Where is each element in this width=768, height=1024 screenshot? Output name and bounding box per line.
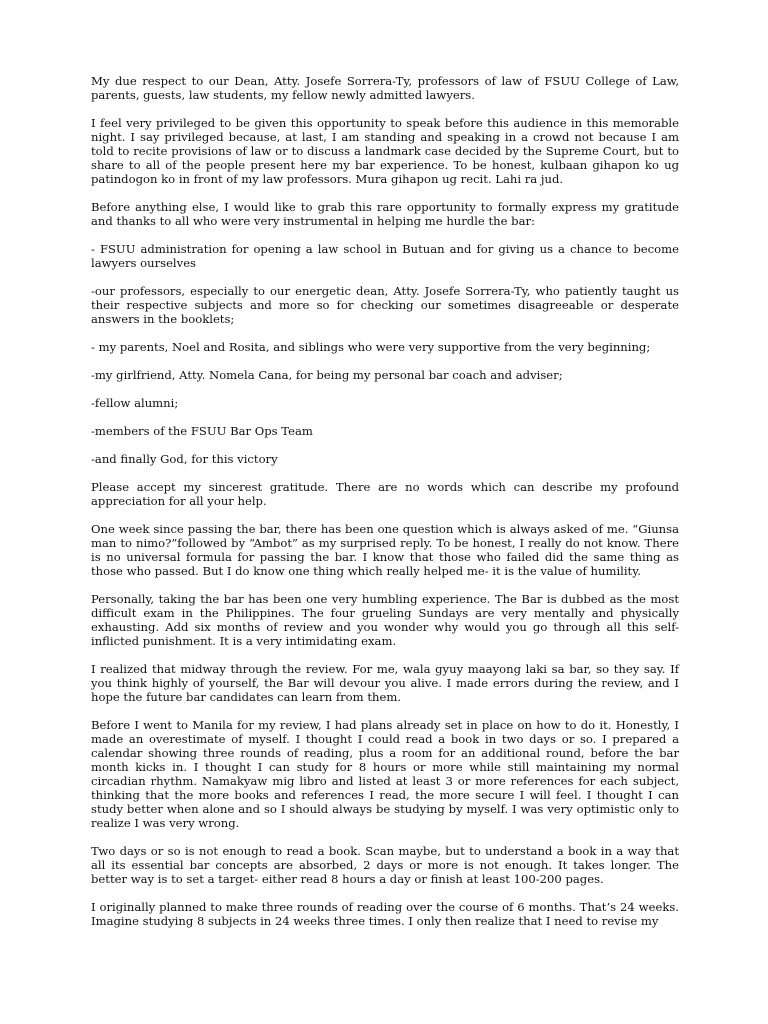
paragraph-salutation: My due respect to our Dean, Atty. Josefe Sorrera-Ty, professors of law of FSUU College of Law, parents, guests, law students, my fellow newly admitted lawyers. [91, 74, 679, 102]
list-item-fsuu-administration: - FSUU administration for opening a law school in Butuan and for giving us a chance to become lawyers ourselves [91, 242, 679, 270]
paragraph-three-rounds: I originally planned to make three rounds of reading over the course of 6 months. That’s 24 weeks. Imagine studying 8 subjects in 24 weeks three times. I only then realize that I need to revise my [91, 900, 679, 928]
paragraph-two-days: Two days or so is not enough to read a book. Scan maybe, but to understand a book in a way that all its essential bar concepts are absorbed, 2 days or more is not enough. It takes longer. The better way is to set a target- either read 8 hours a day or finish at least 100-200 pages. [91, 844, 679, 886]
paragraph-humbling: Personally, taking the bar has been one very humbling experience. The Bar is dubbed as the most difficult exam in the Philippines. The four grueling Sundays are very mentally and physically exhausting. Add six months of review and you wonder why would you go through all this self-inflicted punishment. It is a very intimidating exam. [91, 592, 679, 648]
list-item-god: -and finally God, for this victory [91, 452, 278, 466]
list-item-alumni: -fellow alumni; [91, 396, 179, 410]
list-item-parents: - my parents, Noel and Rosita, and siblings who were very supportive from the very beginning; [91, 340, 651, 354]
list-item-professors: -our professors, especially to our energetic dean, Atty. Josefe Sorrera-Ty, who patiently taught us their respective subjects and more so for checking our sometimes disagreeable or desperate answers in the booklets; [91, 284, 679, 326]
paragraph-privileged: I feel very privileged to be given this opportunity to speak before this audience in this memorable night. I say privileged because, at last, I am standing and speaking in a crowd not because I am told to recite provisions of law or to discuss a landmark case decided by the Supreme Court, but to share to all of the people present here my bar experience. To be honest, kulbaan gihapon ko ug patindogon ko in front of my law professors. Mura gihapon ug recit. Lahi ra jud. [91, 116, 679, 186]
list-item-bar-ops-team: -members of the FSUU Bar Ops Team [91, 424, 313, 438]
paragraph-gratitude-intro: Before anything else, I would like to grab this rare opportunity to formally express my gratitude and thanks to all who were very instrumental in helping me hurdle the bar: [91, 200, 679, 228]
paragraph-sincerest-gratitude: Please accept my sincerest gratitude. There are no words which can describe my profound appreciation for all your help. [91, 480, 679, 508]
document-page [91, 74, 679, 942]
paragraph-one-week: One week since passing the bar, there has been one question which is always asked of me. “Giunsa man to nimo?”followed by “Ambot” as my surprised reply. To be honest, I really do not know. There is no universal formula for passing the bar. I know that those who failed did the same thing as those who passed. But I do know one thing which really helped me- it is the value of humility. [91, 522, 679, 578]
list-item-girlfriend: -my girlfriend, Atty. Nomela Cana, for being my personal bar coach and adviser; [91, 368, 563, 382]
paragraph-midway: I realized that midway through the review. For me, wala gyuy maayong laki sa bar, so they say. If you think highly of yourself, the Bar will devour you alive. I made errors during the review, and I hope the future bar candidates can learn from them. [91, 662, 679, 704]
paragraph-manila-plans: Before I went to Manila for my review, I had plans already set in place on how to do it. Honestly, I made an overestimate of myself. I thought I could read a book in two days or so. I prepared a calendar showing three rounds of reading, plus a room for an additional round, before the bar month kicks in. I thought I can study for 8 hours or more while still maintaining my normal circadian rhythm. Namakyaw mig libro and listed at least 3 or more references for each subject, thinking that the more books and references I read, the more secure I will feel. I thought I can study better when alone and so I should always be studying by myself. I was very optimistic only to realize I was very wrong. [91, 718, 679, 830]
